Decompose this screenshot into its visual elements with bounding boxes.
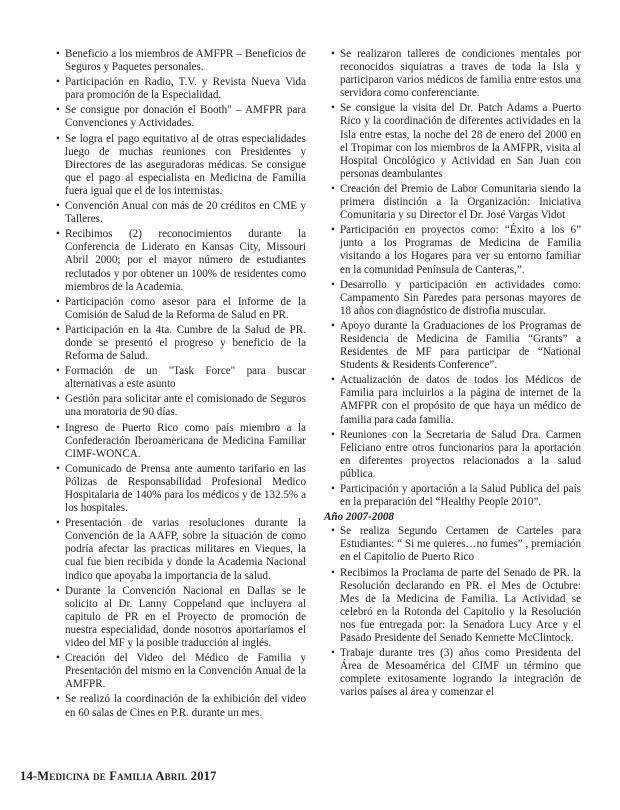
list-item: • Se realiza Segundo Certamen de Carteles para Estudiantes: “ Si me quieres…no fumes” , premiación en el Capitolio de Puerto Rico [331, 525, 581, 564]
left-column [56, 48, 306, 722]
list-item: • Durante la Convención Nacional en Dallas se le solicito al Dr. Lanny Coppeland que incluyera al capitulo de PR en el Proyecto de promoción de nuestra especialidad, donde nosotros aportaríamos el video del MF y la posible traducción al inglés. [56, 585, 306, 650]
page-number: 14 [20, 769, 33, 783]
list-item: • Convención Anual con más de 20 créditos en CME y Talleres. [56, 200, 306, 226]
list-item: • Gestión para solicitar ante el comisionado de Seguros una moratoria de 90 días. [56, 393, 306, 419]
year-heading: Año 2007-2008 [324, 511, 394, 524]
right-column [324, 48, 581, 702]
list-item: • Se logra el pago equitativo al de otras especialidades luego de muchas reuniones con Presidentes y Directores de las aseguradoras médicas. Se consigue que el pago al especialista en Medicina de Familia fuera igual que el de los internistas. [56, 133, 306, 198]
list-item: • Actualización de datos de todos los Médicos de Familia para incluirlos a la página de internet de la AMFPR con el propósito de que haya un médico de familia para cada familia. [331, 374, 581, 426]
list-item: • Se realizó la coordinación de la exhibición del video en 60 salas de Cines en P.R. durante un mes. [56, 693, 306, 719]
list-item: • Reuniones con la Secretaria de Salud Dra. Carmen Feliciano entre otros funcionarios para la aportación en diferentes proyectos relacionados a la salud pública. [331, 429, 581, 481]
list-item: • Trabaje durante tres (3) años como Presidenta del Área de Mesoamérica del CIMF un término que complete exitosamente logrando la integración de varios países al área y comenzar el [331, 647, 581, 699]
list-item: • Ingreso de Puerto Rico como país miembro a la Confederación Iberoamericana de Medicina Familiar CIMF-WONCA. [56, 422, 306, 461]
list-item: • Recibimos (2) reconocimientos durante la Conferencia de Liderato en Kansas City, Missouri Abril 2000; por el mayor número de estudiantes reclutados y por obtener un 100% de residentes como miembros de la Academia. [56, 228, 306, 293]
list-item: • Formación de un "Task Force" para buscar alternativas a este asunto [56, 365, 306, 391]
list-item: • Participación en proyectos como: “Éxito a los 6” junto a los Programas de Medicina de Familia visitando a los Hogares para ver su entorno familiar en la comunidad Península de Canteras,”. [331, 224, 581, 276]
footer-dash: - [32, 769, 38, 783]
page-footer [20, 769, 217, 784]
list-item: • Desarrollo y participación en actividades como: Campamento Sin Paredes para personas mayores de 18 años con diagnóstico de distrofia muscular. [331, 279, 581, 318]
publication-title: Medicina de Familia Abril 2017 [37, 769, 217, 783]
left-bullet-list [56, 48, 306, 720]
list-item: • Participación y aportación a la Salud Publica del país en la preparación del “Healthy People 2010”. [331, 483, 581, 509]
list-item: • Participación en Radio, T.V. y Revista Nueva Vida para promoción de la Especialidad. [56, 76, 306, 102]
list-item: • Presentación de varias resoluciones durante la Convención de la AAFP, sobre la situación de como podría afectar las practicas militares en Vieques, la cual fue bien recibida y donde la Academia Nacional indico que apoyaba la importancia de la salud. [56, 517, 306, 582]
list-item: • Se consigue la visita del Dr. Patch Adams a Puerto Rico y la coordinación de diferentes actividades en la Isla entre estas, la noche del 28 de enero del 2000 en el Tropimar con los miembros de la AMFPR, visita al Hospital Oncológico y Actividad en San Juan con personas deambulantes [331, 102, 581, 181]
right-bullet-list-top [331, 48, 581, 509]
list-item: • Se realizaron talleres de condiciones mentales por reconocidos siquiatras a traves de toda la Isla y participaron varios médicos de familia entre estos una servidora como conferenciante. [331, 48, 581, 100]
list-item: • Comunicado de Prensa ante aumento tarifario en las Pólizas de Responsabilidad Profesional Medico Hospitalaria de 140% para los médicos y de 132.5% a los hospitales. [56, 463, 306, 515]
list-item: • Recibimos la Proclama de parte del Senado de PR. la Resolución declarando en PR. el Mes de Octubre: Mes de la Medicina de Familia. La Actividad se celebró en la Rotonda del Capitolio y la Resolución nos fue entregada por: la Senadora Lucy Arce y el Pasado Presidente del Senado Kennette McClintock. [331, 567, 581, 646]
list-item: • Creación del Premio de Labor Comunitaria siendo la primera distinción a la Organización: Iniciativa Comunitaria y su Director el Dr. José Vargas Vidot [331, 183, 581, 222]
list-item: • Beneficio a los miembros de AMFPR – Beneficios de Seguros y Paquetes personales. [56, 48, 306, 74]
list-item: • Creación del Video del Médico de Familia y Presentación del mismo en la Convención Anual de la AMFPR. [56, 652, 306, 691]
right-bullet-list-bottom [331, 525, 581, 699]
list-item: • Participación como asesor para el Informe de la Comisión de Salud de la Reforma de Salud en PR. [56, 296, 306, 322]
list-item: • Participación en la 4ta. Cumbre de la Salud de PR. donde se presentó el progreso y beneficio de la Reforma de Salud. [56, 324, 306, 363]
list-item: • Apoyo durante la Graduaciones de los Programas de Residencia de Medicina de Familia “Grants” a Residentes de MF para participar de “National Students & Residents Conference”. [331, 320, 581, 372]
list-item: • Se consigue por donación el Booth" – AMFPR para Convenciones y Actividades. [56, 104, 306, 130]
